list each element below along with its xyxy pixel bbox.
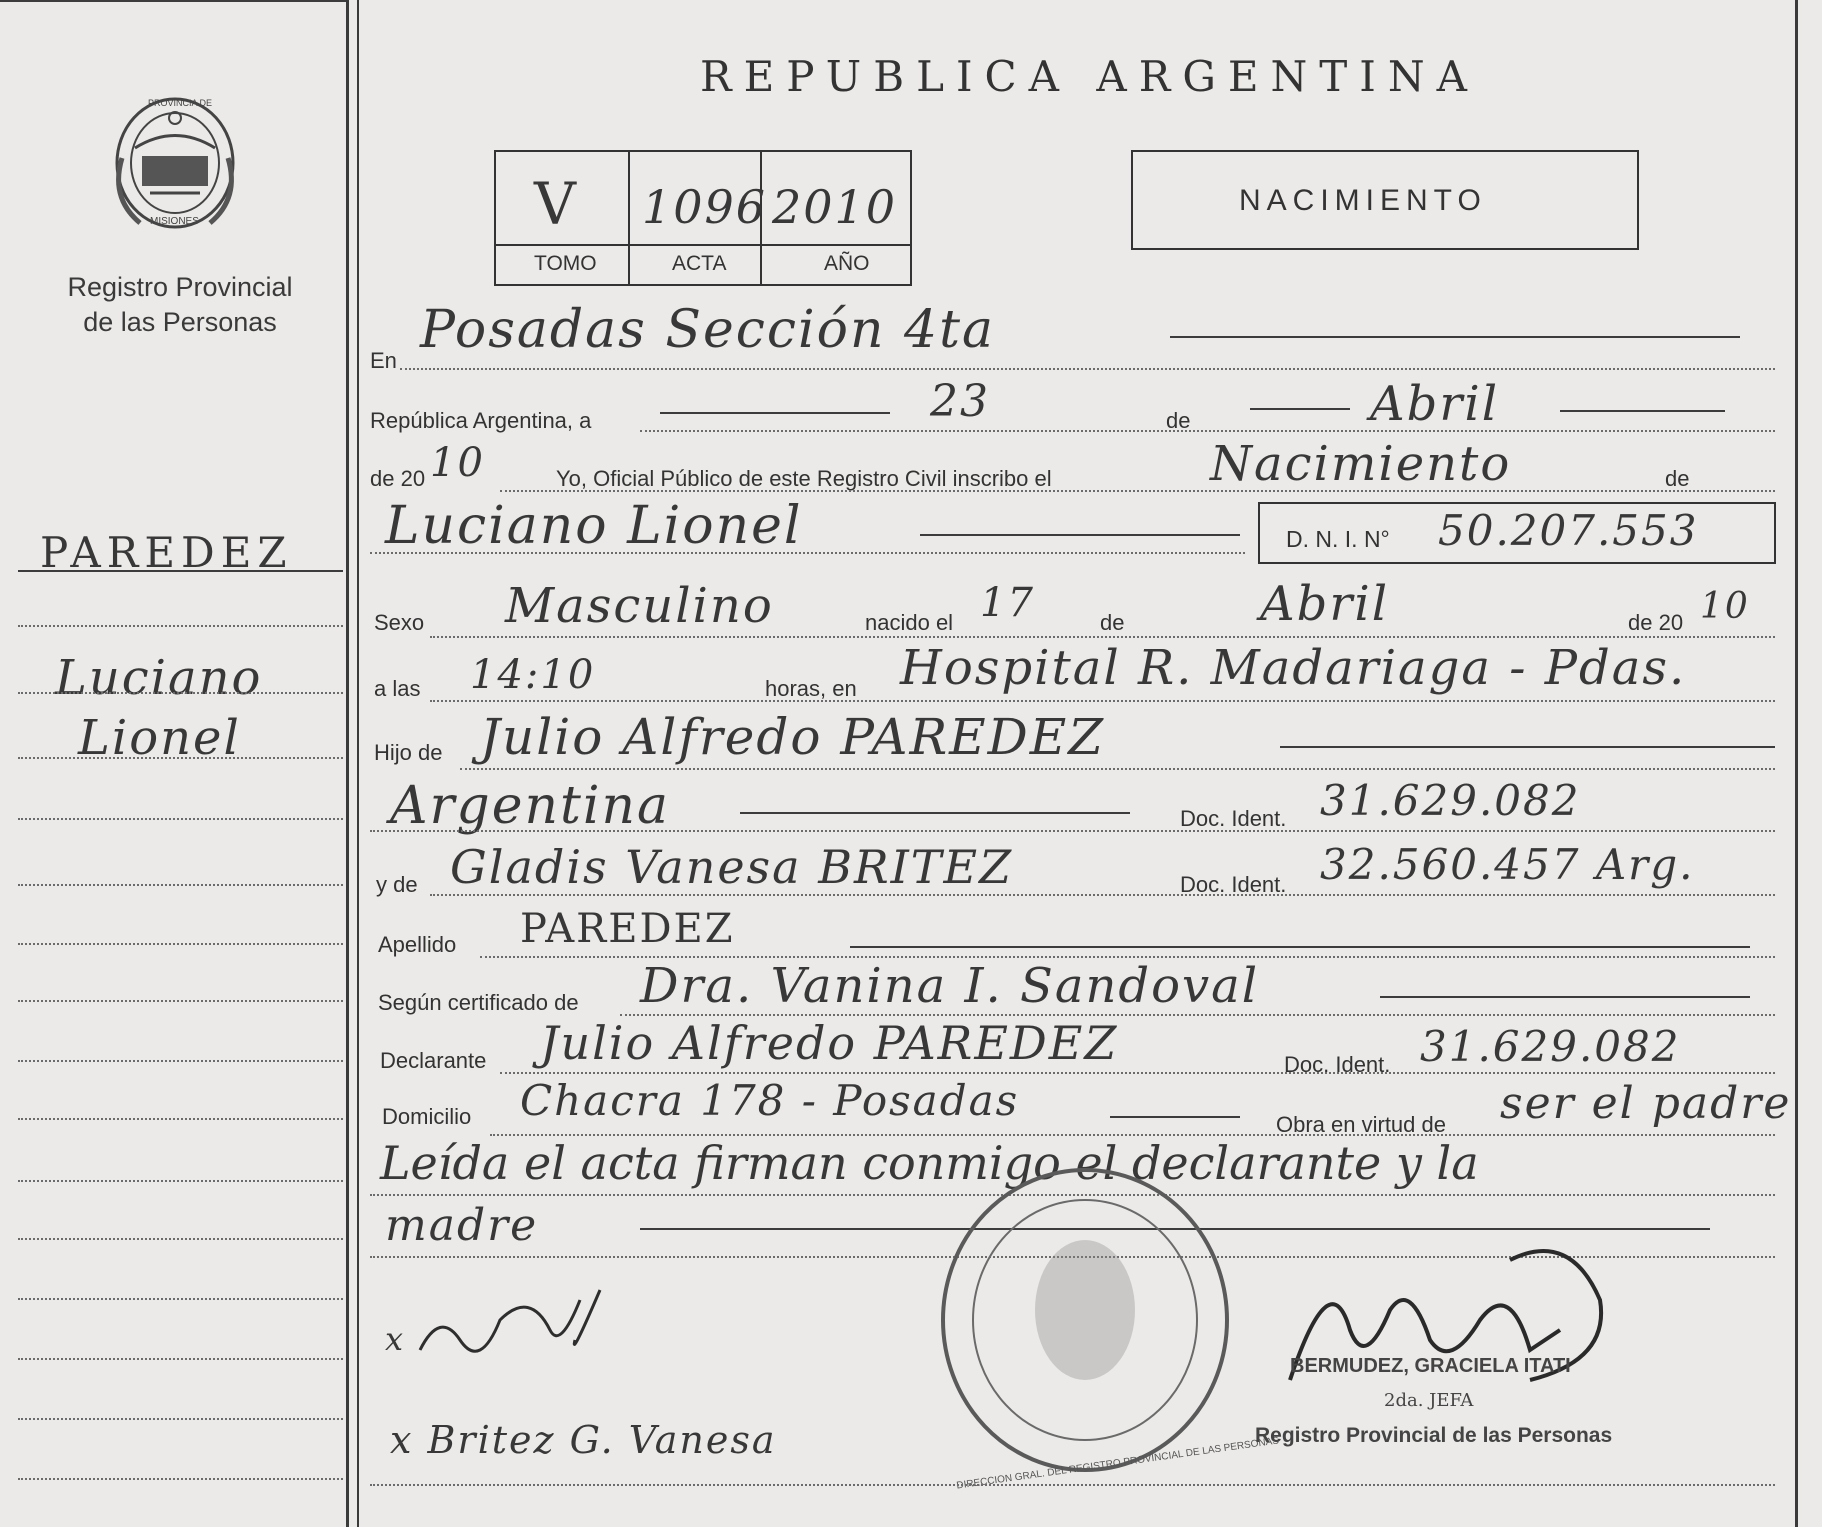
- rule-line-3: [500, 490, 1775, 492]
- value-apellido: PAREDEZ: [520, 906, 735, 952]
- rule-line-8: [370, 830, 1775, 832]
- label-doc-2: Doc. Ident.: [1180, 872, 1287, 897]
- logo-text-bottom: MISIONES: [150, 216, 199, 227]
- rule-line-7: [460, 768, 1775, 770]
- value-father-doc: 31.629.082: [1320, 776, 1581, 825]
- sidebar-rule: [18, 1060, 343, 1062]
- label-en: En: [370, 348, 397, 373]
- sidebar-rule: [18, 692, 343, 694]
- sidebar-rule: [18, 1418, 343, 1420]
- label-doc-1: Doc. Ident.: [1180, 806, 1287, 831]
- label-republica: República Argentina, a: [370, 408, 592, 433]
- sidebar-given-name-1: Luciano: [55, 650, 263, 706]
- logo-text-top: PROVINCIA DE: [148, 98, 213, 108]
- margin-rule-right: [357, 0, 359, 1527]
- value-year-suffix: 10: [430, 440, 485, 486]
- label-hijo: Hijo de: [374, 740, 443, 765]
- value-declarante-doc: 31.629.082: [1420, 1022, 1681, 1071]
- value-father-nationality: Argentina: [390, 776, 670, 836]
- value-birth-time: 14:10: [470, 652, 596, 698]
- fill-line-2c: [1560, 410, 1725, 412]
- label-nacido: nacido el: [865, 610, 954, 635]
- value-place: Posadas Sección 4ta: [420, 300, 995, 360]
- province-seal-logo: [100, 88, 250, 238]
- label-alas: a las: [374, 676, 421, 701]
- fill-line-13: [1110, 1116, 1240, 1118]
- value-obra: ser el padre: [1500, 1078, 1792, 1129]
- margin-rule-left: [346, 0, 349, 1527]
- label-sexo: Sexo: [374, 610, 425, 635]
- signature-2: x Britez G. Vanesa: [390, 1418, 777, 1462]
- official-seal-stamp: [935, 1160, 1280, 1492]
- signature-1: [400, 1270, 620, 1370]
- rule-line-bottom: [370, 1484, 1775, 1486]
- record-type-label: NACIMIENTO: [1239, 184, 1487, 217]
- value-domicilio: Chacra 178 - Posadas: [520, 1076, 1020, 1125]
- label-domicilio: Domicilio: [382, 1104, 472, 1129]
- registry-name-line1: Registro Provincial: [67, 272, 293, 302]
- dni-box: [1258, 502, 1776, 564]
- value-child-names: Luciano Lionel: [385, 496, 803, 556]
- sidebar-rule: [18, 1358, 343, 1360]
- fill-line-4: [920, 534, 1240, 536]
- official-name: BERMUDEZ, GRACIELA ITATI: [1290, 1355, 1571, 1377]
- sidebar-rule: [18, 757, 343, 759]
- sidebar-rule: [18, 1000, 343, 1002]
- fill-line-11: [1380, 996, 1750, 998]
- value-declarante: Julio Alfredo PAREDEZ: [540, 1016, 1119, 1070]
- fill-line-1: [1170, 336, 1740, 338]
- sidebar-rule: [18, 1478, 343, 1480]
- seal-text: DIRECCION GRAL. DEL REGISTRO PROVINCIAL DE LAS PERSONAS: [955, 1435, 1280, 1492]
- value-sexo: Masculino: [505, 578, 774, 634]
- sidebar-rule: [18, 1180, 343, 1182]
- label-inscribo: Yo, Oficial Público de este Registro Civil inscribo el: [556, 466, 1052, 491]
- label-horas: horas, en: [765, 676, 857, 701]
- fill-line-8: [740, 812, 1130, 814]
- value-day: 23: [930, 376, 990, 427]
- sidebar-surname-rule: [18, 570, 343, 572]
- sidebar-rule: [18, 884, 343, 886]
- rule-line-5: [430, 636, 1775, 638]
- rule-line-9: [430, 894, 1775, 896]
- signature-1-mark: x: [385, 1320, 406, 1358]
- sidebar-rule: [18, 1238, 343, 1240]
- official-role: 2da. JEFA: [1384, 1390, 1474, 1411]
- value-mother-doc: 32.560.457 Arg.: [1320, 840, 1695, 889]
- label-de-1: de: [1166, 408, 1191, 433]
- acta-value: 1096: [642, 180, 768, 234]
- sidebar-rule: [18, 625, 343, 627]
- anio-label: AÑO: [824, 252, 870, 275]
- label-dni: D. N. I. N°: [1286, 526, 1390, 552]
- page-edge-right: [1795, 0, 1798, 1527]
- tomo-label: TOMO: [534, 252, 597, 275]
- rule-line-6: [430, 700, 1775, 702]
- label-certificado: Según certificado de: [378, 990, 579, 1015]
- sidebar-surname: PAREDEZ: [40, 528, 293, 577]
- rule-line-12: [500, 1072, 1775, 1074]
- label-apellido: Apellido: [378, 932, 457, 957]
- value-event: Nacimiento: [1210, 436, 1512, 492]
- document-title: REPUBLICA ARGENTINA: [700, 52, 1479, 101]
- rule-line-4: [370, 552, 1245, 554]
- anio-value: 2010: [772, 180, 898, 234]
- value-birth-month: Abril: [1260, 576, 1390, 632]
- fill-line-10: [850, 946, 1750, 948]
- value-birth-year-suffix: 10: [1700, 586, 1750, 627]
- fill-line-2a: [660, 412, 890, 414]
- label-declarante: Declarante: [380, 1048, 487, 1073]
- registry-name-line2: de las Personas: [83, 307, 277, 337]
- acta-label: ACTA: [672, 252, 727, 275]
- sidebar-rule: [18, 943, 343, 945]
- label-obra: Obra en virtud de: [1276, 1112, 1446, 1137]
- sidebar-rule: [18, 1298, 343, 1300]
- label-de-3: de: [1100, 610, 1125, 635]
- label-year-prefix: de 20: [370, 466, 426, 491]
- sidebar-rule: [18, 818, 343, 820]
- value-father-name: Julio Alfredo PAREDEZ: [480, 708, 1105, 766]
- official-office: Registro Provincial de las Personas: [1255, 1424, 1613, 1447]
- label-de-2: de: [1665, 466, 1690, 491]
- value-month: Abril: [1370, 376, 1500, 432]
- label-doc-3: Doc. Ident.: [1284, 1052, 1391, 1077]
- value-dni: 50.207.553: [1438, 506, 1699, 555]
- rule-line-1: [400, 368, 1775, 370]
- rule-line-2: [640, 430, 1775, 432]
- value-leida-line2: madre: [385, 1200, 539, 1251]
- value-certificado: Dra. Vanina I. Sandoval: [640, 958, 1260, 1014]
- record-type-box: [1131, 150, 1639, 250]
- value-leida-line: Leída el acta firman conmigo el declarante y la: [380, 1136, 1479, 1190]
- fill-line-2b: [1250, 408, 1350, 410]
- label-yde: y de: [376, 872, 418, 897]
- top-rule-left: [0, 0, 346, 2]
- record-number-table: [494, 150, 912, 286]
- sidebar-given-name-2: Lionel: [78, 710, 241, 766]
- label-birth-year-prefix: de 20: [1628, 610, 1684, 635]
- sidebar-rule: [18, 1118, 343, 1120]
- value-mother-name: Gladis Vanesa BRITEZ: [450, 840, 1014, 894]
- value-birth-place: Hospital R. Madariaga - Pdas.: [900, 640, 1687, 696]
- tomo-value: V: [534, 170, 578, 238]
- value-birth-day: 17: [980, 580, 1035, 626]
- fill-line-7: [1280, 746, 1775, 748]
